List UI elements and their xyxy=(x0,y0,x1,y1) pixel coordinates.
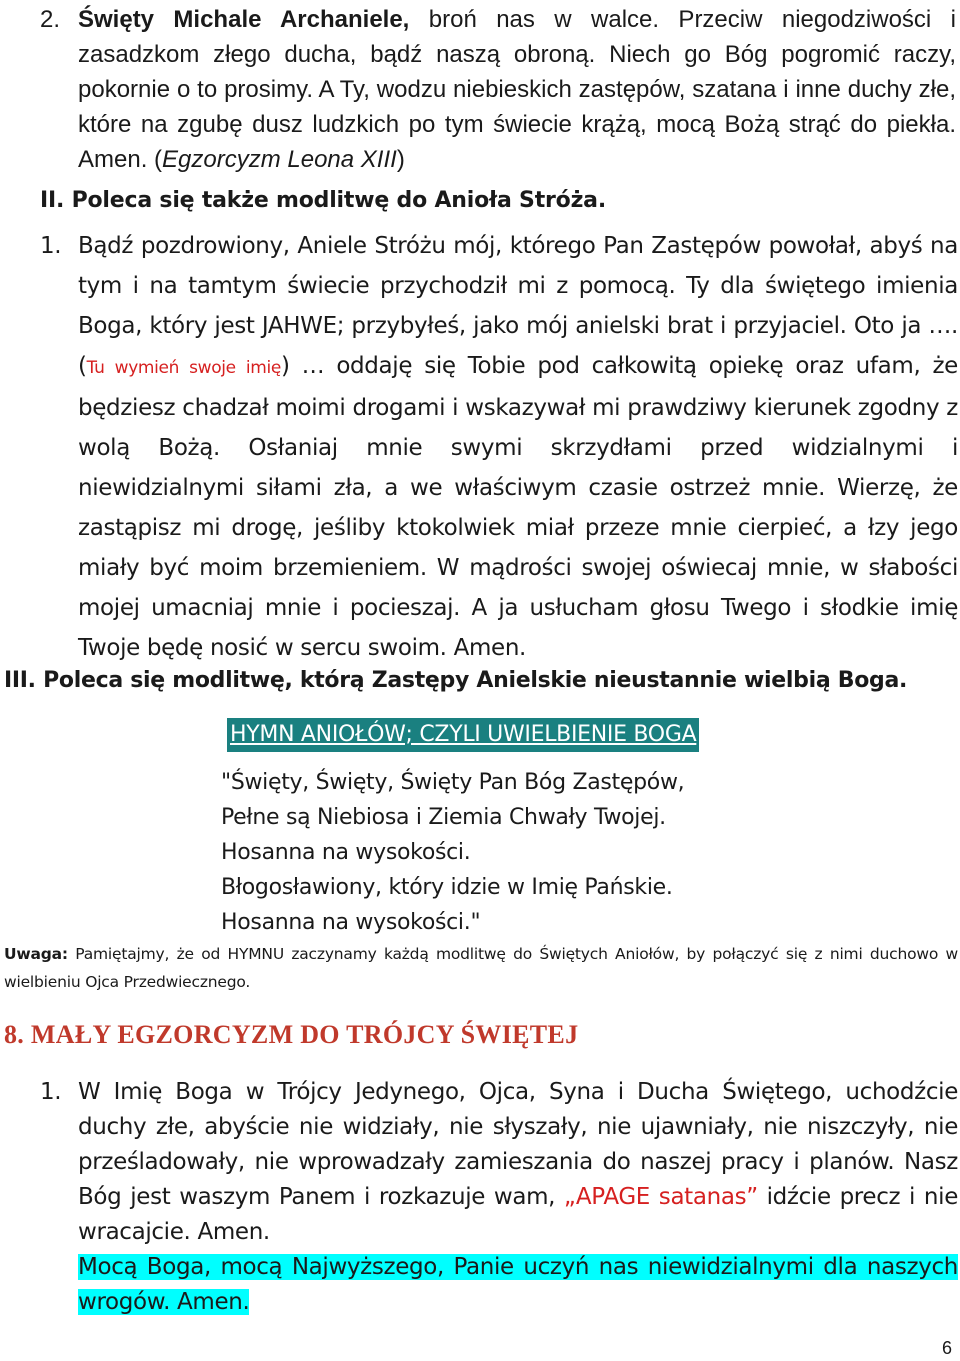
hymn-line: Pełne są Niebiosa i Ziemia Chwały Twojej. xyxy=(221,805,666,830)
hymn-title: HYMN ANIOŁÓW; CZYLI UWIELBIENIE BOGA xyxy=(227,718,699,752)
heading-III: III. Poleca się modlitwę, którą Zastępy Anielskie nieustannie wielbią Boga. xyxy=(4,668,908,693)
note-label: Uwaga: xyxy=(4,945,68,963)
highlighted-prayer: Mocą Boga, mocą Najwyższego, Panie uczyń nas niewidzialnymi dla naszych wrogów. Amen. xyxy=(78,1254,958,1315)
guardian-angel-prayer xyxy=(40,226,958,668)
hymn-line: Błogosławiony, który idzie w Imię Pańskie. xyxy=(221,875,673,900)
hymn-line: Hosanna na wysokości." xyxy=(221,910,481,935)
hymn-line: "Święty, Święty, Święty Pan Bóg Zastępów, xyxy=(221,770,685,795)
list-number: 1. xyxy=(40,1079,62,1105)
prayer-body xyxy=(78,2,956,177)
section-2-prayer xyxy=(40,2,956,177)
hymn-line: Hosanna na wysokości. xyxy=(221,840,471,865)
prayer-body xyxy=(78,226,958,668)
prayer-text-end: ) xyxy=(396,146,405,173)
citation: Egzorcyzm Leona XIII xyxy=(162,146,397,173)
exorcism-prayer xyxy=(40,1075,958,1320)
prayer-title: Święty Michale Archaniele, xyxy=(78,6,410,33)
list-number: 2. xyxy=(40,6,61,33)
apage-phrase: „APAGE satanas” xyxy=(563,1184,758,1210)
prayer-text: Bądź pozdrowiony, Aniele Stróżu mój, którego Pan Zastępów powołał, abyś na tym i na tamtym świecie przychodził mi z pomocą. Ty dla świętego imienia Boga, który jest JAHWE; przybyłeś, jako mój anielski brat i przyjaciel. Oto ja …. ( xyxy=(78,233,958,379)
heading-II: II. Poleca się także modlitwę do Anioła Stróża. xyxy=(40,188,606,213)
prayer-text-end: ) … oddaję się Tobie pod całkowitą opiekę oraz ufam, że będziesz chadzał moimi drogami i wskazywał mi prawdziwy kierunek zgodny z wolą Bożą. Osłaniaj mnie swymi skrzydłami przed widzialnymi i niewidzialnymi siłami zła, a we właściwym czasie ostrzeż mnie. Wierzę, że zastąpisz mi drogę, jeśliby ktokolwiek miał przeze mnie cierpieć, a łzy jego miały być moim brzemieniem. W mądrości swojej oświecaj mnie, w słabości mojej umacniaj mnie i pocieszaj. A ja usłucham głosu Twego i słodkie imię Twoje będę nosić w sercu swoim. Amen. xyxy=(78,353,958,661)
prayer-body xyxy=(78,1075,958,1320)
hymn-text xyxy=(221,765,684,940)
note-text: Pamiętajmy, że od HYMNU zaczynamy każdą modlitwę do Świętych Aniołów, by połączyć się z nimi duchowo w wielbieniu Ojca Przedwiecznego. xyxy=(4,945,958,991)
note xyxy=(4,940,958,996)
name-placeholder: Tu wymień swoje imię xyxy=(86,358,281,378)
list-number: 1. xyxy=(40,233,62,259)
heading-8: 8. MAŁY EGZORCYZM DO TRÓJCY ŚWIĘTEJ xyxy=(4,1020,579,1049)
page-number: 6 xyxy=(941,1338,952,1358)
prayer-text-end: idźcie precz i nie wracajcie. Amen. xyxy=(78,1184,958,1245)
prayer-text: broń nas w walce. Przeciw niegodziwości i zasadzkom złego ducha, bądź naszą obroną. Niech go Bóg pogromić raczy, pokornie o to prosimy. A Ty, wodzu niebieskich zastępów, szatana i inne duchy złe, które na zgubę dusz ludzkich po tym świecie krążą, mocą Bożą strąć do piekła. Amen. ( xyxy=(78,6,956,173)
prayer-text: W Imię Boga w Trójcy Jedynego, Ojca, Syna i Ducha Świętego, uchodźcie duchy złe, abyście nie widziały, nie słyszały, nie ujawniały, nie niszczyły, nie prześladowały, nie wprowadzały zamieszania do naszej pracy i planów. Nasz Bóg jest waszym Panem i rozkazuje wam, xyxy=(78,1079,958,1210)
